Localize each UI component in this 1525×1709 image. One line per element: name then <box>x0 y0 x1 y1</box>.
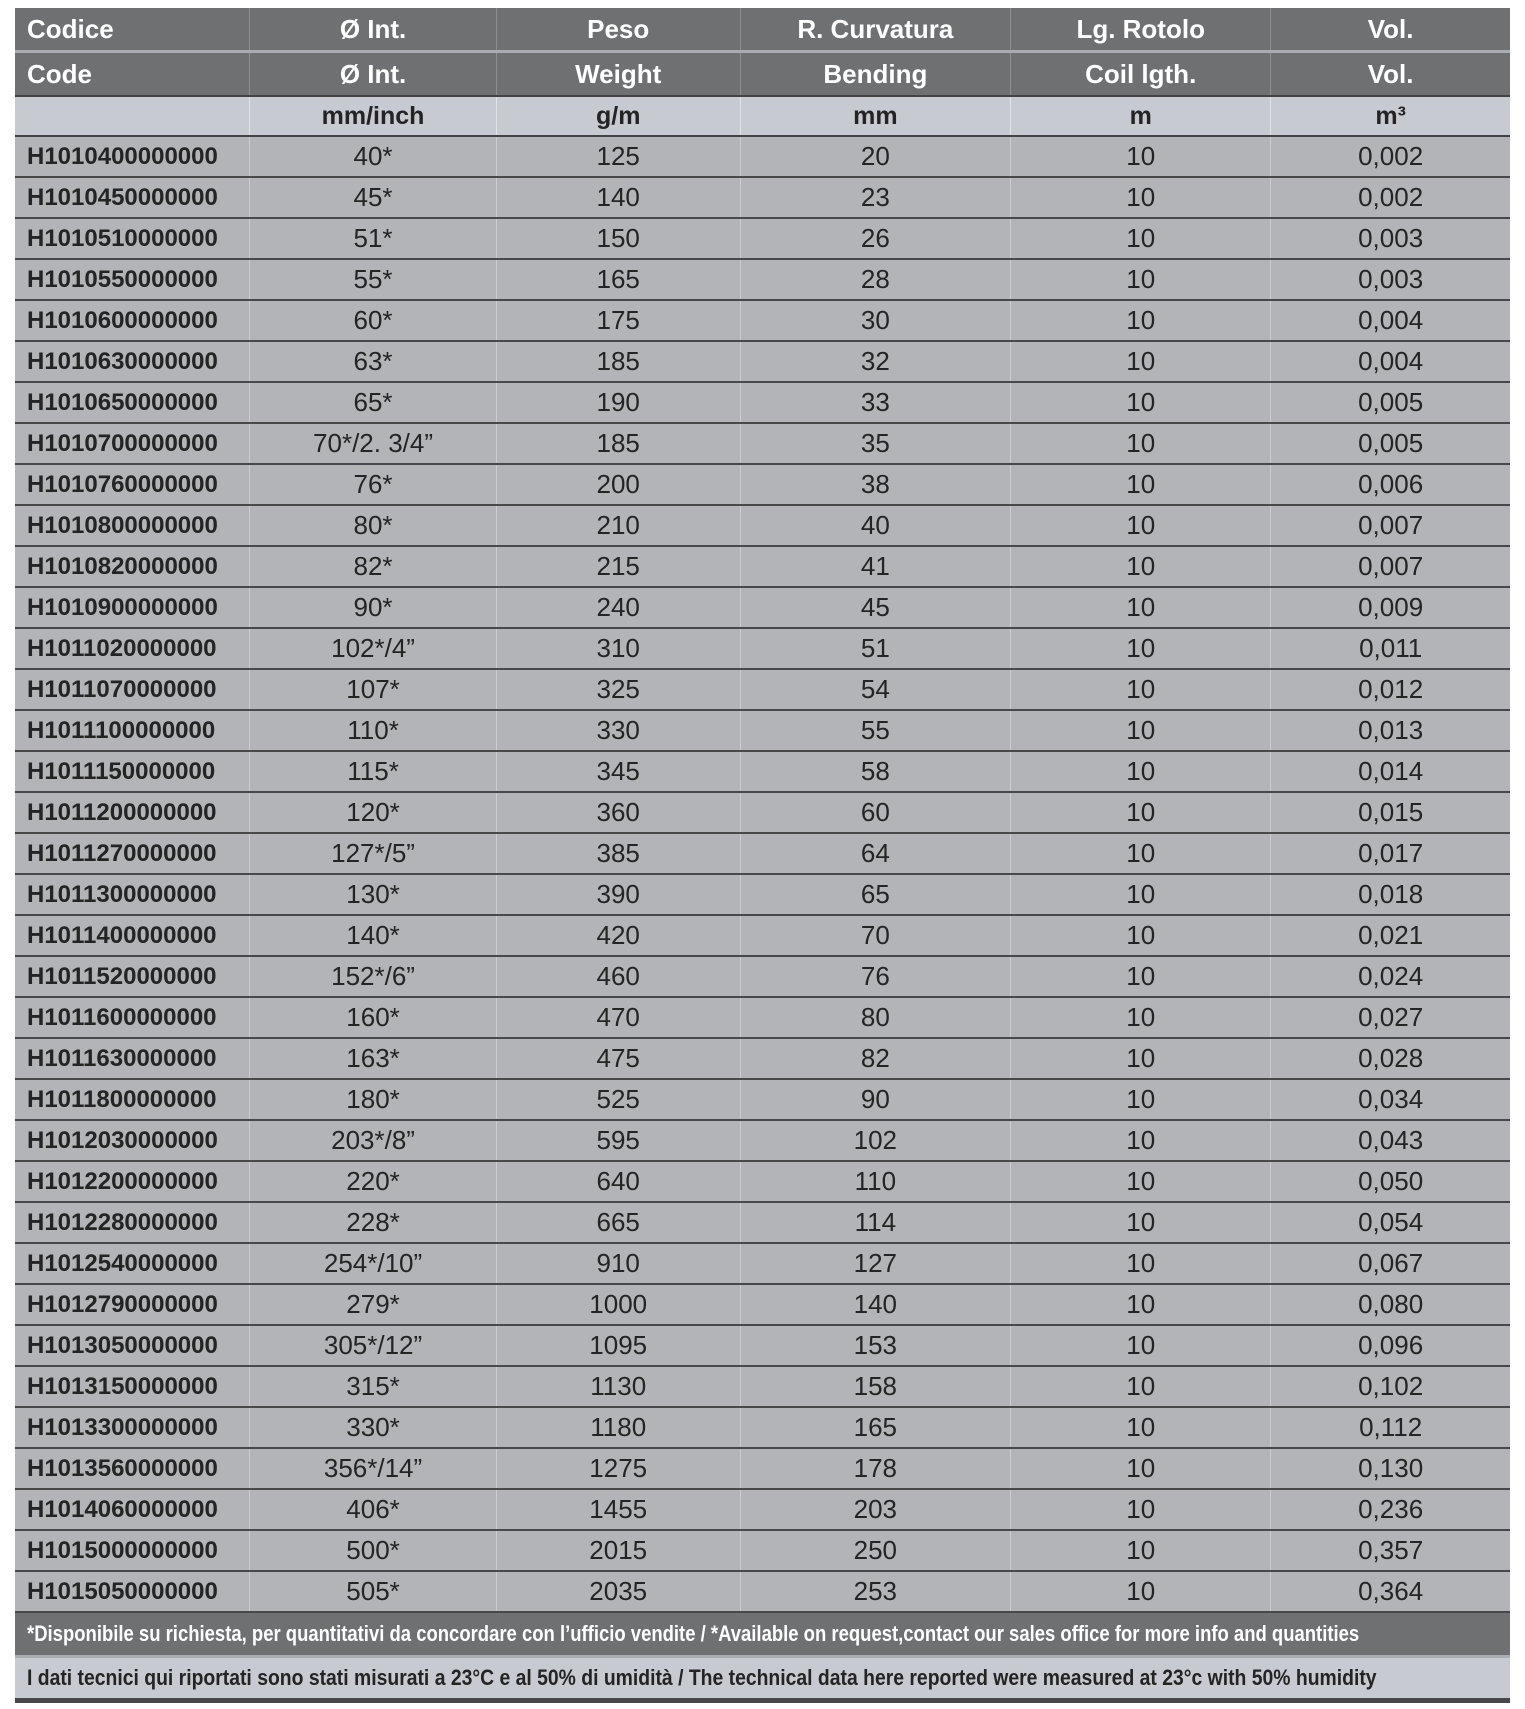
cell-volume: 0,043 <box>1271 1120 1510 1161</box>
table-row <box>15 956 1510 997</box>
cell-weight: 665 <box>496 1202 740 1243</box>
cell-volume: 0,017 <box>1271 833 1510 874</box>
cell-coil-length: 10 <box>1011 423 1271 464</box>
cell-inner-diameter: 76* <box>250 464 497 505</box>
cell-weight: 525 <box>496 1079 740 1120</box>
table-row <box>15 218 1510 259</box>
cell-inner-diameter: 65* <box>250 382 497 423</box>
cell-bending-radius: 250 <box>740 1530 1011 1571</box>
cell-code: H1011200000000 <box>15 792 250 833</box>
cell-code: H1011520000000 <box>15 956 250 997</box>
cell-volume: 0,009 <box>1271 587 1510 628</box>
cell-weight: 150 <box>496 218 740 259</box>
cell-bending-radius: 35 <box>740 423 1011 464</box>
cell-weight: 175 <box>496 300 740 341</box>
cell-coil-length: 10 <box>1011 915 1271 956</box>
col-header-vol-it: Vol. <box>1271 8 1510 52</box>
cell-volume: 0,050 <box>1271 1161 1510 1202</box>
cell-inner-diameter: 160* <box>250 997 497 1038</box>
cell-volume: 0,096 <box>1271 1325 1510 1366</box>
table-header <box>15 8 1510 136</box>
cell-code: H1010630000000 <box>15 341 250 382</box>
cell-bending-radius: 26 <box>740 218 1011 259</box>
cell-inner-diameter: 60* <box>250 300 497 341</box>
cell-inner-diameter: 63* <box>250 341 497 382</box>
table-row <box>15 792 1510 833</box>
col-header-bending: Bending <box>740 52 1011 97</box>
cell-inner-diameter: 163* <box>250 1038 497 1079</box>
cell-code: H1011300000000 <box>15 874 250 915</box>
cell-weight: 185 <box>496 341 740 382</box>
cell-bending-radius: 33 <box>740 382 1011 423</box>
cell-volume: 0,013 <box>1271 710 1510 751</box>
cell-coil-length: 10 <box>1011 1079 1271 1120</box>
table-row <box>15 1161 1510 1202</box>
cell-weight: 1455 <box>496 1489 740 1530</box>
col-header-weight: Weight <box>496 52 740 97</box>
table-row <box>15 997 1510 1038</box>
cell-coil-length: 10 <box>1011 833 1271 874</box>
cell-volume: 0,018 <box>1271 874 1510 915</box>
cell-weight: 190 <box>496 382 740 423</box>
cell-weight: 345 <box>496 751 740 792</box>
cell-weight: 1275 <box>496 1448 740 1489</box>
header-row-english <box>15 52 1510 97</box>
table-row <box>15 1284 1510 1325</box>
cell-volume: 0,021 <box>1271 915 1510 956</box>
table-row <box>15 464 1510 505</box>
cell-code: H1012540000000 <box>15 1243 250 1284</box>
footnote-availability-row <box>15 1612 1510 1657</box>
cell-code: H1011800000000 <box>15 1079 250 1120</box>
table-row <box>15 1325 1510 1366</box>
cell-code: H1012200000000 <box>15 1161 250 1202</box>
cell-bending-radius: 82 <box>740 1038 1011 1079</box>
cell-code: H1015050000000 <box>15 1571 250 1612</box>
cell-bending-radius: 38 <box>740 464 1011 505</box>
cell-bending-radius: 64 <box>740 833 1011 874</box>
cell-weight: 2015 <box>496 1530 740 1571</box>
cell-volume: 0,364 <box>1271 1571 1510 1612</box>
cell-inner-diameter: 500* <box>250 1530 497 1571</box>
cell-weight: 185 <box>496 423 740 464</box>
cell-code: H1012280000000 <box>15 1202 250 1243</box>
cell-volume: 0,003 <box>1271 259 1510 300</box>
cell-coil-length: 10 <box>1011 710 1271 751</box>
cell-bending-radius: 23 <box>740 177 1011 218</box>
cell-coil-length: 10 <box>1011 1038 1271 1079</box>
table-row <box>15 300 1510 341</box>
cell-code: H1012790000000 <box>15 1284 250 1325</box>
cell-bending-radius: 65 <box>740 874 1011 915</box>
table-row <box>15 1366 1510 1407</box>
cell-coil-length: 10 <box>1011 1571 1271 1612</box>
cell-weight: 200 <box>496 464 740 505</box>
cell-weight: 390 <box>496 874 740 915</box>
cell-weight: 910 <box>496 1243 740 1284</box>
cell-bending-radius: 32 <box>740 341 1011 382</box>
cell-inner-diameter: 305*/12” <box>250 1325 497 1366</box>
cell-coil-length: 10 <box>1011 259 1271 300</box>
table-row <box>15 136 1510 177</box>
cell-coil-length: 10 <box>1011 956 1271 997</box>
table-row <box>15 669 1510 710</box>
col-header-vol-en: Vol. <box>1271 52 1510 97</box>
cell-inner-diameter: 279* <box>250 1284 497 1325</box>
cell-volume: 0,027 <box>1271 997 1510 1038</box>
table-row <box>15 505 1510 546</box>
cell-volume: 0,067 <box>1271 1243 1510 1284</box>
cell-code: H1012030000000 <box>15 1120 250 1161</box>
table-row <box>15 915 1510 956</box>
cell-coil-length: 10 <box>1011 300 1271 341</box>
cell-coil-length: 10 <box>1011 1202 1271 1243</box>
cell-coil-length: 10 <box>1011 1161 1271 1202</box>
cell-bending-radius: 80 <box>740 997 1011 1038</box>
table-row <box>15 628 1510 669</box>
table-footer <box>15 1612 1510 1701</box>
cell-inner-diameter: 120* <box>250 792 497 833</box>
cell-weight: 125 <box>496 136 740 177</box>
cell-code: H1011020000000 <box>15 628 250 669</box>
table-row <box>15 382 1510 423</box>
cell-volume: 0,236 <box>1271 1489 1510 1530</box>
table-row <box>15 833 1510 874</box>
cell-weight: 385 <box>496 833 740 874</box>
cell-code: H1013050000000 <box>15 1325 250 1366</box>
table-row <box>15 423 1510 464</box>
footnote-measurement-text: I dati tecnici qui riportati sono stati misurati a 23°C e al 50% di umidità / The technical data here reported were measured at 23°c with 50% humidity <box>27 1665 1377 1690</box>
cell-bending-radius: 41 <box>740 546 1011 587</box>
table-row <box>15 1571 1510 1612</box>
cell-inner-diameter: 110* <box>250 710 497 751</box>
unit-mm-inch: mm/inch <box>250 96 497 136</box>
cell-coil-length: 10 <box>1011 874 1271 915</box>
cell-weight: 470 <box>496 997 740 1038</box>
cell-inner-diameter: 505* <box>250 1571 497 1612</box>
cell-volume: 0,112 <box>1271 1407 1510 1448</box>
cell-coil-length: 10 <box>1011 341 1271 382</box>
cell-volume: 0,034 <box>1271 1079 1510 1120</box>
col-header-diameter-int: Ø Int. <box>250 52 497 97</box>
cell-inner-diameter: 102*/4” <box>250 628 497 669</box>
cell-bending-radius: 102 <box>740 1120 1011 1161</box>
cell-bending-radius: 165 <box>740 1407 1011 1448</box>
col-header-peso: Peso <box>496 8 740 52</box>
cell-coil-length: 10 <box>1011 382 1271 423</box>
cell-code: H1010820000000 <box>15 546 250 587</box>
cell-inner-diameter: 127*/5” <box>250 833 497 874</box>
cell-inner-diameter: 315* <box>250 1366 497 1407</box>
units-row <box>15 96 1510 136</box>
cell-coil-length: 10 <box>1011 1448 1271 1489</box>
table-row <box>15 177 1510 218</box>
table-row <box>15 1407 1510 1448</box>
table-row <box>15 587 1510 628</box>
cell-coil-length: 10 <box>1011 1530 1271 1571</box>
cell-code: H1013300000000 <box>15 1407 250 1448</box>
cell-inner-diameter: 130* <box>250 874 497 915</box>
cell-weight: 330 <box>496 710 740 751</box>
cell-inner-diameter: 203*/8” <box>250 1120 497 1161</box>
cell-bending-radius: 140 <box>740 1284 1011 1325</box>
cell-weight: 2035 <box>496 1571 740 1612</box>
cell-volume: 0,002 <box>1271 177 1510 218</box>
cell-weight: 1095 <box>496 1325 740 1366</box>
table-row <box>15 341 1510 382</box>
cell-coil-length: 10 <box>1011 997 1271 1038</box>
cell-coil-length: 10 <box>1011 1284 1271 1325</box>
cell-bending-radius: 28 <box>740 259 1011 300</box>
cell-weight: 595 <box>496 1120 740 1161</box>
cell-volume: 0,003 <box>1271 218 1510 259</box>
col-header-lg-rotolo: Lg. Rotolo <box>1011 8 1271 52</box>
cell-volume: 0,006 <box>1271 464 1510 505</box>
table-row <box>15 1120 1510 1161</box>
cell-bending-radius: 253 <box>740 1571 1011 1612</box>
cell-inner-diameter: 51* <box>250 218 497 259</box>
cell-bending-radius: 90 <box>740 1079 1011 1120</box>
cell-bending-radius: 158 <box>740 1366 1011 1407</box>
cell-weight: 165 <box>496 259 740 300</box>
col-header-code: Code <box>15 52 250 97</box>
cell-bending-radius: 40 <box>740 505 1011 546</box>
col-header-coil-length: Coil lgth. <box>1011 52 1271 97</box>
cell-code: H1011600000000 <box>15 997 250 1038</box>
cell-inner-diameter: 180* <box>250 1079 497 1120</box>
table-row <box>15 751 1510 792</box>
table-row <box>15 259 1510 300</box>
table-row <box>15 1448 1510 1489</box>
cell-inner-diameter: 90* <box>250 587 497 628</box>
cell-inner-diameter: 45* <box>250 177 497 218</box>
cell-code: H1011400000000 <box>15 915 250 956</box>
footnote-measurement-row <box>15 1657 1510 1701</box>
cell-bending-radius: 58 <box>740 751 1011 792</box>
unit-g-per-m: g/m <box>496 96 740 136</box>
cell-volume: 0,130 <box>1271 1448 1510 1489</box>
cell-coil-length: 10 <box>1011 792 1271 833</box>
cell-code: H1010650000000 <box>15 382 250 423</box>
cell-bending-radius: 110 <box>740 1161 1011 1202</box>
cell-weight: 640 <box>496 1161 740 1202</box>
cell-coil-length: 10 <box>1011 628 1271 669</box>
cell-weight: 1130 <box>496 1366 740 1407</box>
cell-weight: 210 <box>496 505 740 546</box>
cell-bending-radius: 153 <box>740 1325 1011 1366</box>
cell-bending-radius: 55 <box>740 710 1011 751</box>
cell-coil-length: 10 <box>1011 1489 1271 1530</box>
cell-volume: 0,357 <box>1271 1530 1510 1571</box>
cell-volume: 0,015 <box>1271 792 1510 833</box>
cell-volume: 0,011 <box>1271 628 1510 669</box>
cell-code: H1010800000000 <box>15 505 250 546</box>
cell-inner-diameter: 107* <box>250 669 497 710</box>
table-row <box>15 1489 1510 1530</box>
cell-inner-diameter: 55* <box>250 259 497 300</box>
cell-volume: 0,054 <box>1271 1202 1510 1243</box>
cell-coil-length: 10 <box>1011 1325 1271 1366</box>
cell-volume: 0,005 <box>1271 423 1510 464</box>
cell-code: H1013150000000 <box>15 1366 250 1407</box>
cell-volume: 0,002 <box>1271 136 1510 177</box>
cell-code: H1011270000000 <box>15 833 250 874</box>
cell-volume: 0,028 <box>1271 1038 1510 1079</box>
cell-volume: 0,024 <box>1271 956 1510 997</box>
table-row <box>15 546 1510 587</box>
cell-bending-radius: 60 <box>740 792 1011 833</box>
header-row-italian <box>15 8 1510 52</box>
cell-coil-length: 10 <box>1011 136 1271 177</box>
cell-code: H1010600000000 <box>15 300 250 341</box>
cell-inner-diameter: 228* <box>250 1202 497 1243</box>
cell-volume: 0,007 <box>1271 505 1510 546</box>
cell-code: H1010510000000 <box>15 218 250 259</box>
cell-inner-diameter: 220* <box>250 1161 497 1202</box>
col-header-r-curvatura: R. Curvatura <box>740 8 1011 52</box>
cell-coil-length: 10 <box>1011 218 1271 259</box>
cell-volume: 0,005 <box>1271 382 1510 423</box>
cell-inner-diameter: 115* <box>250 751 497 792</box>
cell-coil-length: 10 <box>1011 505 1271 546</box>
cell-code: H1013560000000 <box>15 1448 250 1489</box>
cell-bending-radius: 51 <box>740 628 1011 669</box>
cell-coil-length: 10 <box>1011 464 1271 505</box>
cell-volume: 0,004 <box>1271 341 1510 382</box>
cell-inner-diameter: 70*/2. 3/4” <box>250 423 497 464</box>
table-row <box>15 1530 1510 1571</box>
cell-code: H1010400000000 <box>15 136 250 177</box>
cell-bending-radius: 45 <box>740 587 1011 628</box>
table-row <box>15 1202 1510 1243</box>
unit-cubic-m: m³ <box>1271 96 1510 136</box>
hose-spec-table <box>15 8 1510 1703</box>
cell-code: H1011100000000 <box>15 710 250 751</box>
cell-bending-radius: 70 <box>740 915 1011 956</box>
cell-bending-radius: 30 <box>740 300 1011 341</box>
cell-inner-diameter: 406* <box>250 1489 497 1530</box>
cell-bending-radius: 178 <box>740 1448 1011 1489</box>
cell-bending-radius: 20 <box>740 136 1011 177</box>
footnote-availability-cell <box>15 1612 1510 1657</box>
cell-weight: 1180 <box>496 1407 740 1448</box>
col-header-codice: Codice <box>15 8 250 52</box>
table-row <box>15 1038 1510 1079</box>
cell-coil-length: 10 <box>1011 546 1271 587</box>
cell-code: H1010900000000 <box>15 587 250 628</box>
cell-coil-length: 10 <box>1011 669 1271 710</box>
cell-coil-length: 10 <box>1011 1407 1271 1448</box>
cell-code: H1014060000000 <box>15 1489 250 1530</box>
cell-volume: 0,004 <box>1271 300 1510 341</box>
cell-coil-length: 10 <box>1011 1366 1271 1407</box>
cell-volume: 0,007 <box>1271 546 1510 587</box>
cell-volume: 0,080 <box>1271 1284 1510 1325</box>
table-row <box>15 874 1510 915</box>
cell-weight: 240 <box>496 587 740 628</box>
table-row <box>15 710 1510 751</box>
cell-inner-diameter: 40* <box>250 136 497 177</box>
cell-coil-length: 10 <box>1011 1120 1271 1161</box>
cell-code: H1011150000000 <box>15 751 250 792</box>
cell-volume: 0,014 <box>1271 751 1510 792</box>
unit-m: m <box>1011 96 1271 136</box>
col-header-diametro-int: Ø Int. <box>250 8 497 52</box>
cell-bending-radius: 114 <box>740 1202 1011 1243</box>
table-row <box>15 1079 1510 1120</box>
table-row <box>15 1243 1510 1284</box>
cell-weight: 420 <box>496 915 740 956</box>
cell-code: H1010700000000 <box>15 423 250 464</box>
cell-inner-diameter: 254*/10” <box>250 1243 497 1284</box>
cell-inner-diameter: 140* <box>250 915 497 956</box>
cell-weight: 325 <box>496 669 740 710</box>
cell-weight: 475 <box>496 1038 740 1079</box>
cell-coil-length: 10 <box>1011 1243 1271 1284</box>
cell-code: H1010760000000 <box>15 464 250 505</box>
cell-weight: 140 <box>496 177 740 218</box>
cell-weight: 360 <box>496 792 740 833</box>
cell-inner-diameter: 330* <box>250 1407 497 1448</box>
unit-empty <box>15 96 250 136</box>
cell-code: H1011070000000 <box>15 669 250 710</box>
cell-volume: 0,012 <box>1271 669 1510 710</box>
cell-weight: 460 <box>496 956 740 997</box>
cell-coil-length: 10 <box>1011 177 1271 218</box>
cell-inner-diameter: 356*/14” <box>250 1448 497 1489</box>
footnote-availability-text: *Disponibile su richiesta, per quantitativi da concordare con l’ufficio vendite / *Available on request,contact our sales office for more info and quantities <box>27 1621 1360 1646</box>
cell-weight: 1000 <box>496 1284 740 1325</box>
table-body <box>15 136 1510 1612</box>
cell-bending-radius: 54 <box>740 669 1011 710</box>
cell-weight: 215 <box>496 546 740 587</box>
cell-bending-radius: 76 <box>740 956 1011 997</box>
cell-coil-length: 10 <box>1011 751 1271 792</box>
cell-volume: 0,102 <box>1271 1366 1510 1407</box>
cell-code: H1010450000000 <box>15 177 250 218</box>
cell-bending-radius: 127 <box>740 1243 1011 1284</box>
cell-code: H1015000000000 <box>15 1530 250 1571</box>
cell-inner-diameter: 80* <box>250 505 497 546</box>
footnote-measurement-cell <box>15 1657 1510 1701</box>
cell-weight: 310 <box>496 628 740 669</box>
cell-code: H1010550000000 <box>15 259 250 300</box>
cell-inner-diameter: 82* <box>250 546 497 587</box>
cell-code: H1011630000000 <box>15 1038 250 1079</box>
cell-inner-diameter: 152*/6” <box>250 956 497 997</box>
cell-bending-radius: 203 <box>740 1489 1011 1530</box>
unit-mm: mm <box>740 96 1011 136</box>
cell-coil-length: 10 <box>1011 587 1271 628</box>
